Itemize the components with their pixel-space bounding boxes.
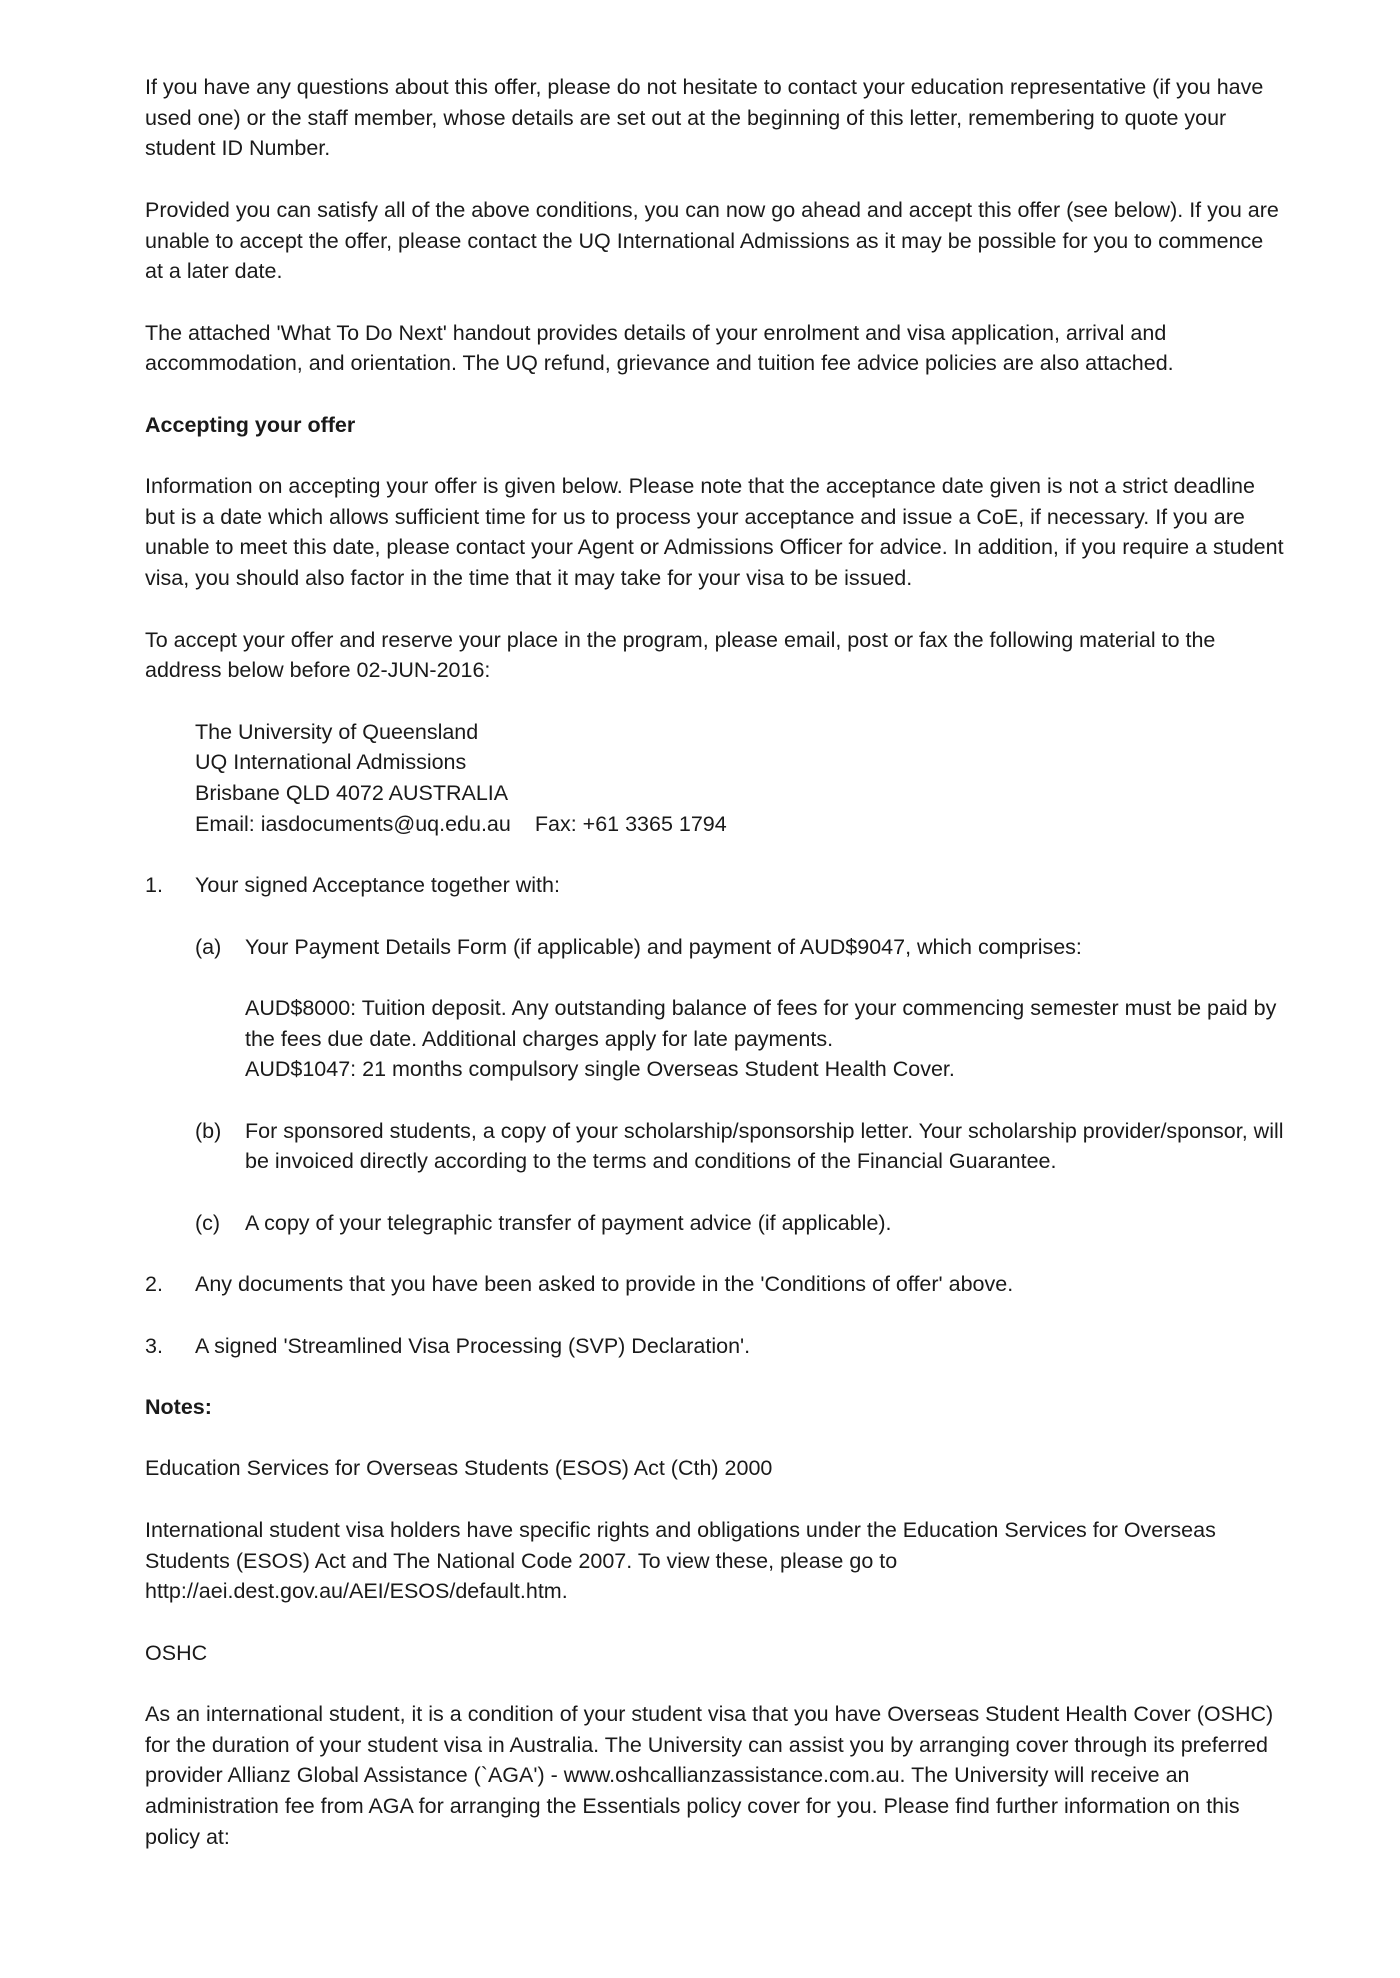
list-item-1 — [145, 870, 1285, 901]
sub-item-b — [195, 1116, 1285, 1177]
address-contact-line — [195, 809, 1285, 840]
sub-item-c — [195, 1208, 1285, 1239]
email-link[interactable]: iasdocuments@uq.edu.au — [260, 811, 511, 836]
accepting-info-paragraph: Information on accepting your offer is given below. Please note that the acceptance date given is not a strict deadline but is a date which allows sufficient time for us to process your acceptance and issue a CoE, if necessary. If you are unable to meet this date, please contact your Agent or Admissions Officer for advice. In addition, if you require a student visa, you should also factor in the time that it may take for your visa to be issued. — [145, 474, 1284, 591]
sub-item-a — [195, 932, 1285, 963]
esos-paragraph — [145, 1515, 1285, 1607]
list-item-3 — [145, 1331, 1285, 1362]
questions-paragraph: If you have any questions about this offer, please do not hesitate to contact your education representative (if you have used one) or the staff member, whose details are set out at the beginning of this letter, remembering to quote your student ID Number. — [145, 75, 1264, 161]
address-line-3: Brisbane QLD 4072 AUSTRALIA — [195, 781, 509, 806]
esos-text: International student visa holders have specific rights and obligations under the Education Services for Overseas Students (ESOS) Act and The National Code 2007. To view these, please go to — [145, 1517, 1216, 1573]
provided-paragraph: Provided you can satisfy all of the above conditions, you can now go ahead and accept this offer (see below). If you are unable to accept the offer, please contact the UQ International Admissions as it may be possible for you to commence at a later date. — [145, 197, 1279, 284]
letter-page — [145, 72, 1285, 1883]
oshc-paragraph: As an international student, it is a condition of your student visa that you have Overseas Student Health Cover (OSHC) for the duration of your student visa in Australia. The University can assist you by arranging cover through its preferred provider Allianz Global Assistance (`AGA') - www.oshcallianzassistance.com.au. The University will receive an administration fee from AGA for arranging the Essentials policy cover for you. Please find further information on this policy at: — [145, 1701, 1274, 1849]
list-item-text: Any documents that you have been asked to provide in the 'Conditions of offer' above. — [195, 1272, 1014, 1297]
sub-item-label: (a) — [195, 934, 222, 959]
email-label: Email: — [195, 811, 255, 836]
oshc-fee-line: AUD$1047: 21 months compulsory single Overseas Student Health Cover. — [245, 1057, 955, 1082]
list-item-2 — [145, 1269, 1285, 1300]
fax-number: Fax: +61 3365 1794 — [534, 811, 727, 836]
sub-item-label: (b) — [195, 1118, 222, 1143]
list-item-text: Your signed Acceptance together with: — [195, 873, 560, 898]
oshc-title: OSHC — [145, 1640, 208, 1665]
address-line-2: UQ International Admissions — [195, 750, 467, 775]
accepting-heading: Accepting your offer — [145, 412, 356, 437]
sub-item-label: (c) — [195, 1210, 221, 1235]
list-item-text: A signed 'Streamlined Visa Processing (SVP) Declaration'. — [195, 1333, 751, 1358]
esos-link[interactable]: http://aei.dest.gov.au/AEI/ESOS/default.htm. — [145, 1579, 568, 1604]
esos-title: Education Services for Overseas Students (ESOS) Act (Cth) 2000 — [145, 1456, 773, 1481]
sub-item-text: For sponsored students, a copy of your scholarship/sponsorship letter. Your scholarship provider/sponsor, will be invoiced directly according to the terms and conditions of the Financial Guarantee. — [245, 1118, 1284, 1174]
notes-heading: Notes: — [145, 1395, 212, 1420]
mailing-address — [195, 717, 1285, 840]
attached-paragraph: The attached 'What To Do Next' handout provides details of your enrolment and visa application, arrival and accommodation, and orientation. The UQ refund, grievance and tuition fee advice policies are also attached. — [145, 320, 1174, 376]
list-item-number: 3. — [145, 1333, 163, 1358]
tuition-fee-line: AUD$8000: Tuition deposit. Any outstanding balance of fees for your commencing semester must be paid by the fees due date. Additional charges apply for late payments. — [245, 995, 1277, 1051]
to-accept-paragraph: To accept your offer and reserve your place in the program, please email, post or fax the following material to the address below before 02-JUN-2016: — [145, 627, 1216, 683]
list-item-number: 1. — [145, 873, 163, 898]
address-line-1: The University of Queensland — [195, 719, 479, 744]
sub-item-text: A copy of your telegraphic transfer of payment advice (if applicable). — [245, 1210, 892, 1235]
fee-breakdown — [245, 993, 1285, 1085]
sub-item-text: Your Payment Details Form (if applicable) and payment of AUD$9047, which comprises: — [245, 934, 1082, 959]
list-item-number: 2. — [145, 1272, 163, 1297]
